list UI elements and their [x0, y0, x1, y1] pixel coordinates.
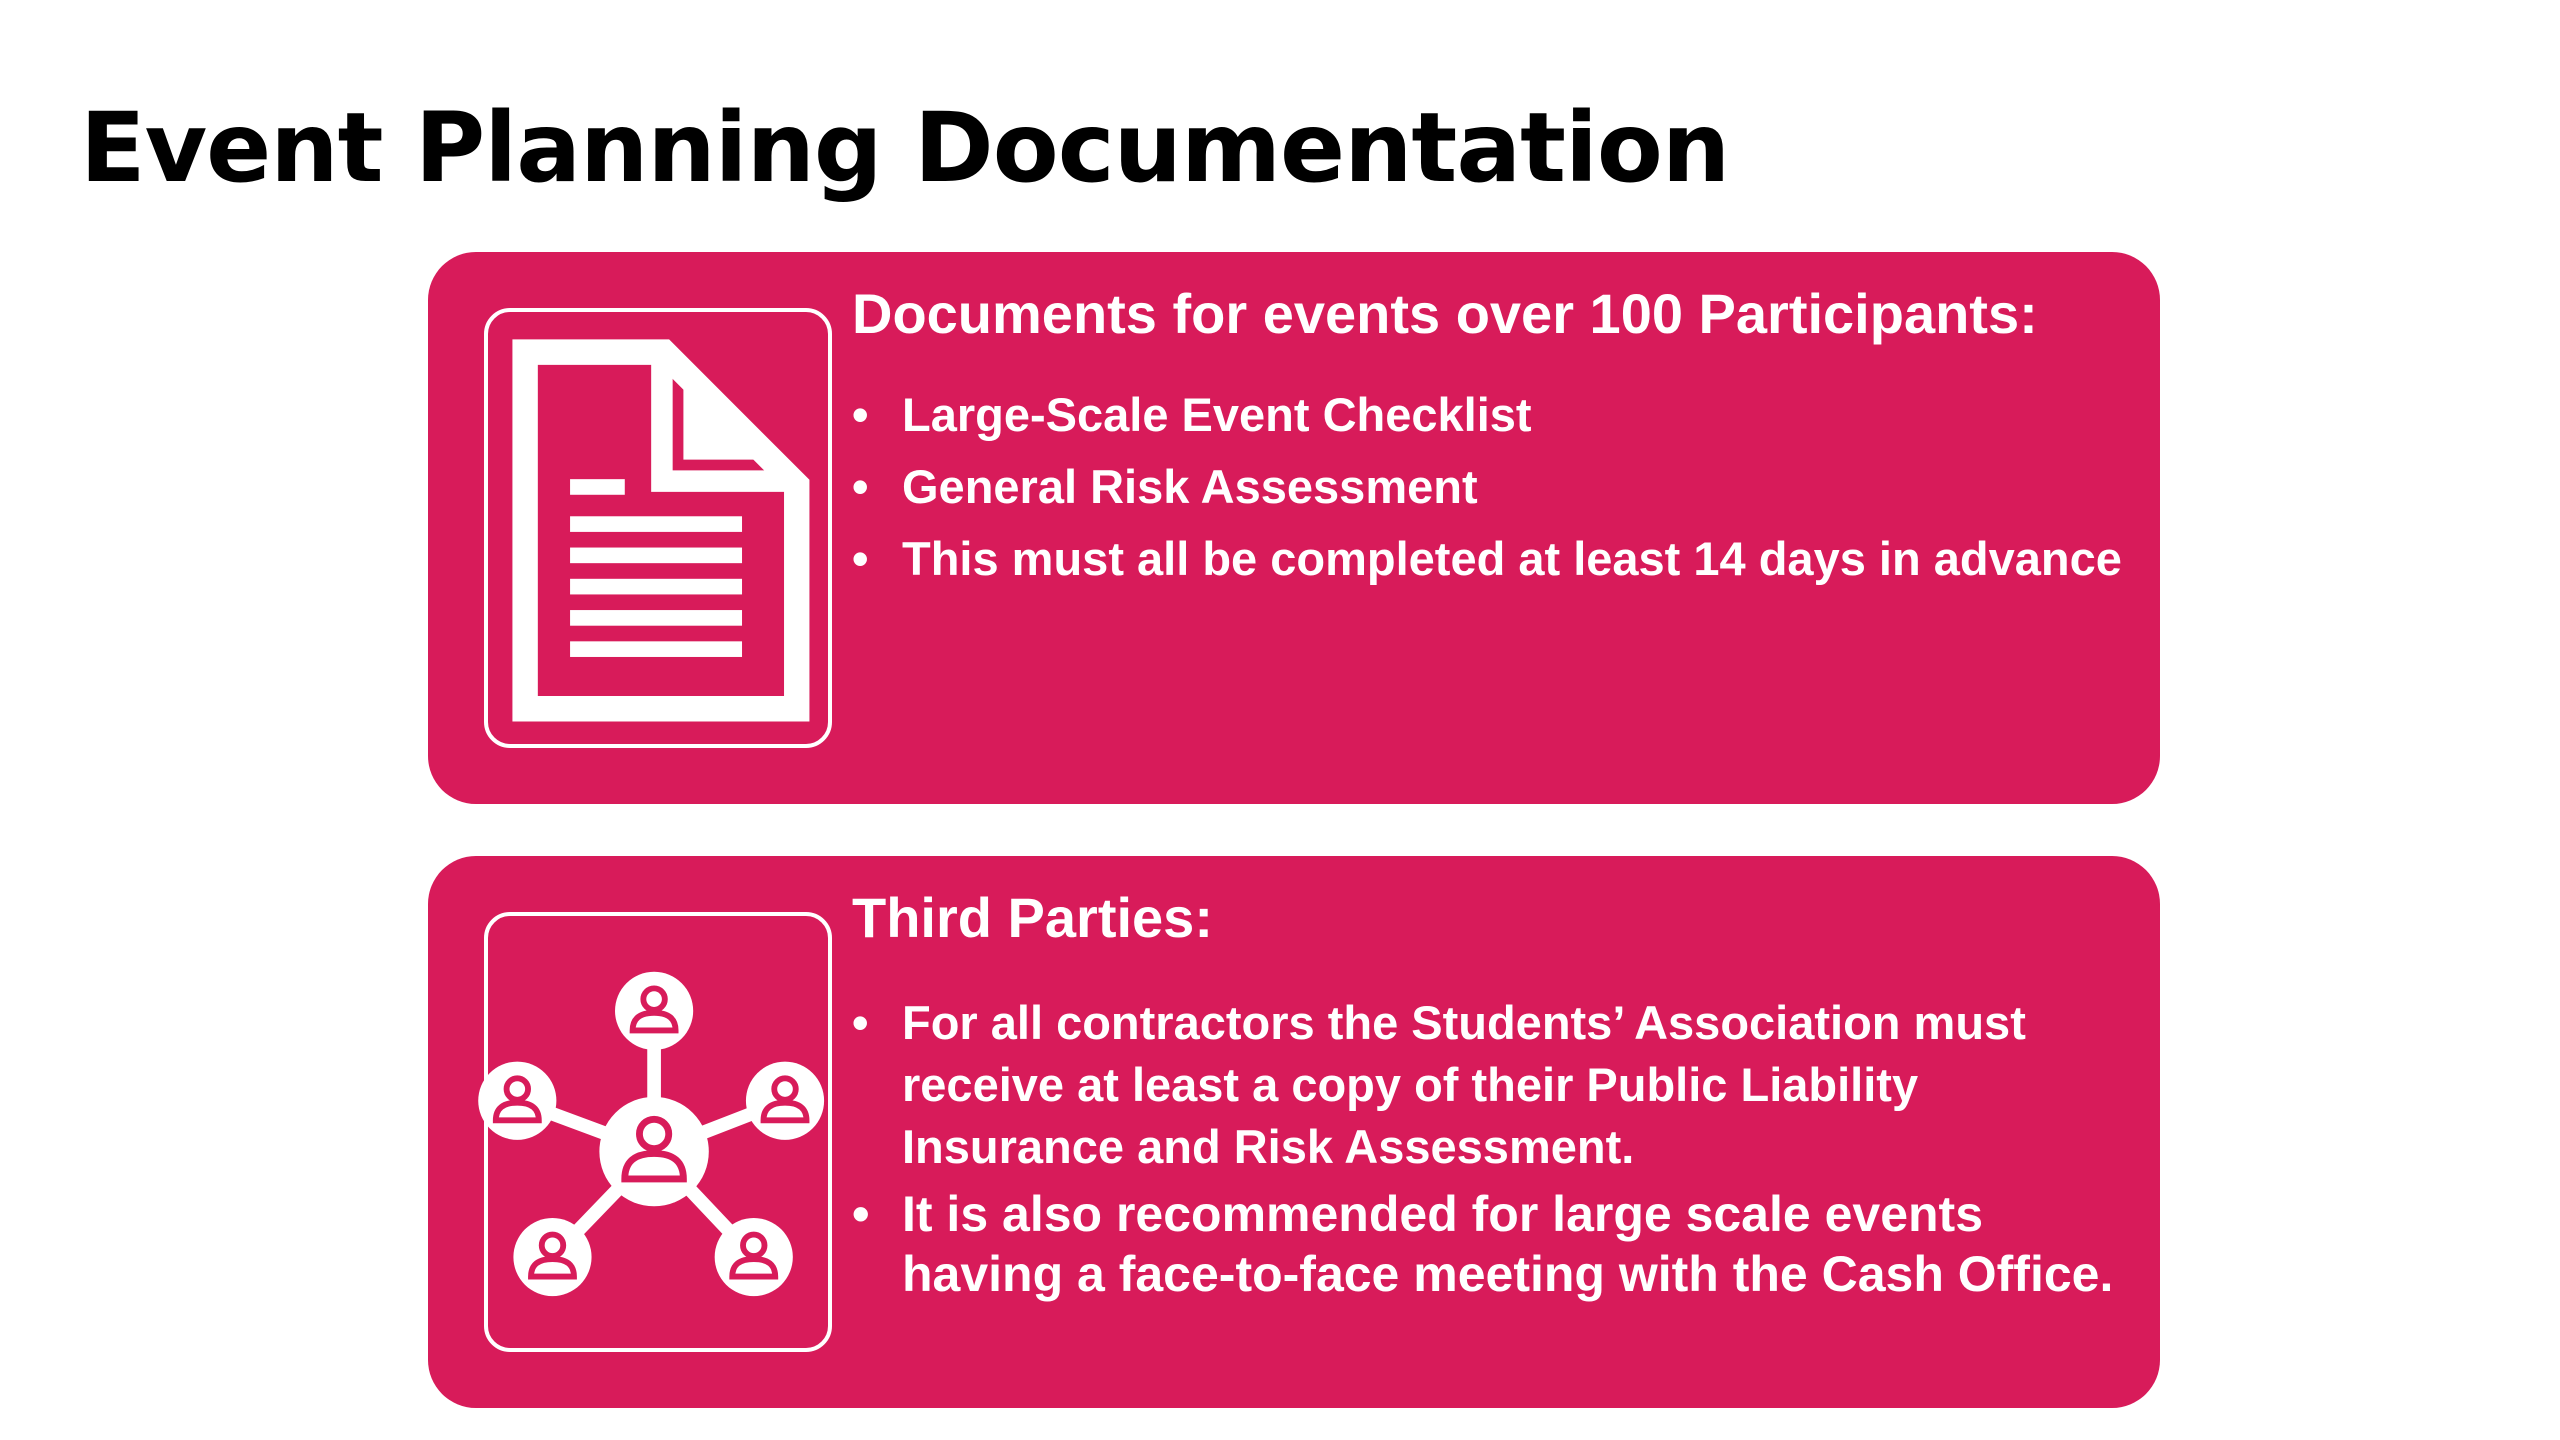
list-item: • This must all be completed at least 14 days in advance [852, 528, 2132, 590]
documents-card [428, 252, 2160, 804]
third-parties-card [428, 856, 2160, 1408]
list-item: • Large-Scale Event Checklist [852, 384, 2132, 446]
list-item: • For all contractors the Students’ Association must receive at least a copy of their Public Liability Insurance and Risk Assessment. [852, 992, 2132, 1178]
list-item: • General Risk Assessment [852, 456, 2132, 518]
third-parties-heading: Third Parties: [852, 886, 1213, 949]
documents-list [852, 384, 2132, 590]
document-icon [484, 308, 832, 748]
list-item: • It is also recommended for large scale events having a face-to-face meeting with the Cash Office. [852, 1184, 2132, 1304]
network-people-icon [484, 912, 832, 1352]
documents-heading: Documents for events over 100 Participants: [852, 282, 2038, 345]
page-title: Event Planning Documentation [80, 92, 1730, 204]
third-parties-list [852, 992, 2132, 1304]
third-parties-card-content [852, 878, 2132, 1310]
documents-card-content [852, 274, 2132, 600]
